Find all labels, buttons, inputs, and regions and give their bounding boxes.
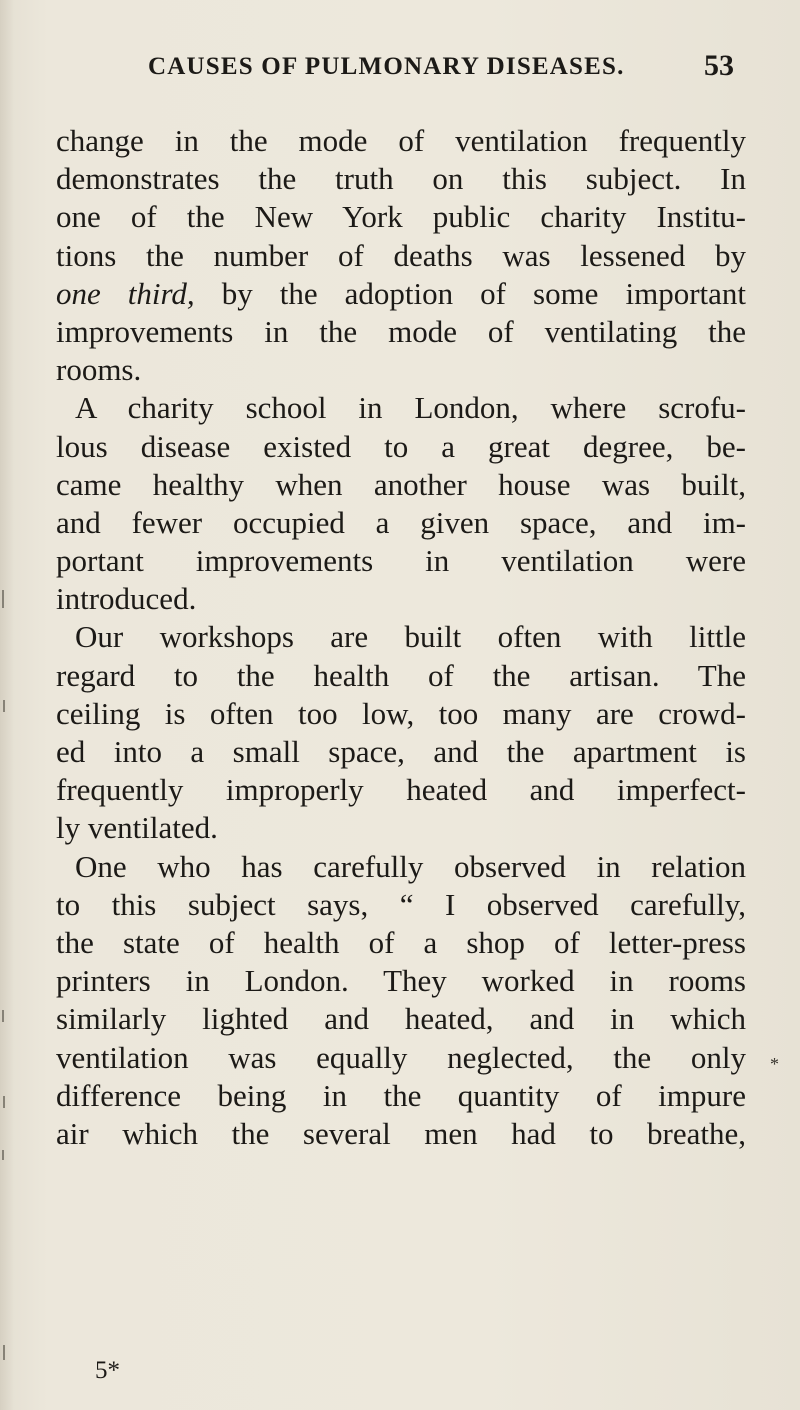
page-number: 53 — [704, 49, 734, 82]
text-line: demonstrates the truth on this subject. In — [56, 161, 746, 197]
body-text — [56, 122, 746, 1153]
text-line-rest: by the adoption of some important — [194, 275, 746, 311]
margin-mark: * — [770, 1054, 779, 1074]
text-line: tions the number of deaths was lessened by — [56, 237, 746, 273]
text-line: introduced. — [56, 581, 197, 617]
text-line: change in the mode of ventilation frequently — [56, 123, 746, 158]
text-line: air which the several men had to breathe, — [56, 1115, 746, 1151]
paragraph-start-line: Our workshops are built often with little — [75, 619, 746, 655]
paragraph-start-line: A charity school in London, where scrofu- — [75, 390, 746, 426]
text-line: ventilation was equally neglected, the only — [56, 1039, 746, 1075]
text-line: portant improvements in ventilation were — [56, 543, 746, 579]
text-line: printers in London. They worked in rooms — [56, 963, 746, 999]
text-line: frequently improperly heated and imperfect- — [56, 772, 746, 808]
text-line: similarly lighted and heated, and in which — [56, 1001, 746, 1037]
page-header — [0, 50, 800, 84]
text-line: ly ventilated. — [56, 810, 218, 846]
text-line: to this subject says, “ I observed carefully, — [56, 886, 746, 922]
text-line: ceiling is often too low, too many are crowd- — [56, 695, 746, 731]
text-line: came healthy when another house was built, — [56, 466, 746, 502]
text-line: and fewer occupied a given space, and im- — [56, 504, 746, 540]
binding-edge-marks — [0, 0, 20, 1410]
text-line — [56, 275, 746, 313]
text-line: lous disease existed to a great degree, be- — [56, 428, 746, 464]
text-line: difference being in the quantity of impure — [56, 1077, 746, 1113]
signature-mark: 5* — [95, 1357, 120, 1384]
running-head: CAUSES OF PULMONARY DISEASES. — [148, 53, 625, 80]
text-line: ed into a small space, and the apartment is — [56, 734, 746, 769]
text-line: improvements in the mode of ventilating the — [56, 313, 746, 349]
text-line: rooms. — [56, 352, 142, 388]
text-line: regard to the health of the artisan. The — [56, 657, 746, 693]
paragraph-start-line: One who has carefully observed in relation — [75, 848, 746, 884]
italic-phrase: one third, — [56, 275, 195, 311]
text-line: the state of health of a shop of letter-press — [56, 924, 746, 960]
text-line: one of the New York public charity Institu- — [56, 199, 746, 235]
